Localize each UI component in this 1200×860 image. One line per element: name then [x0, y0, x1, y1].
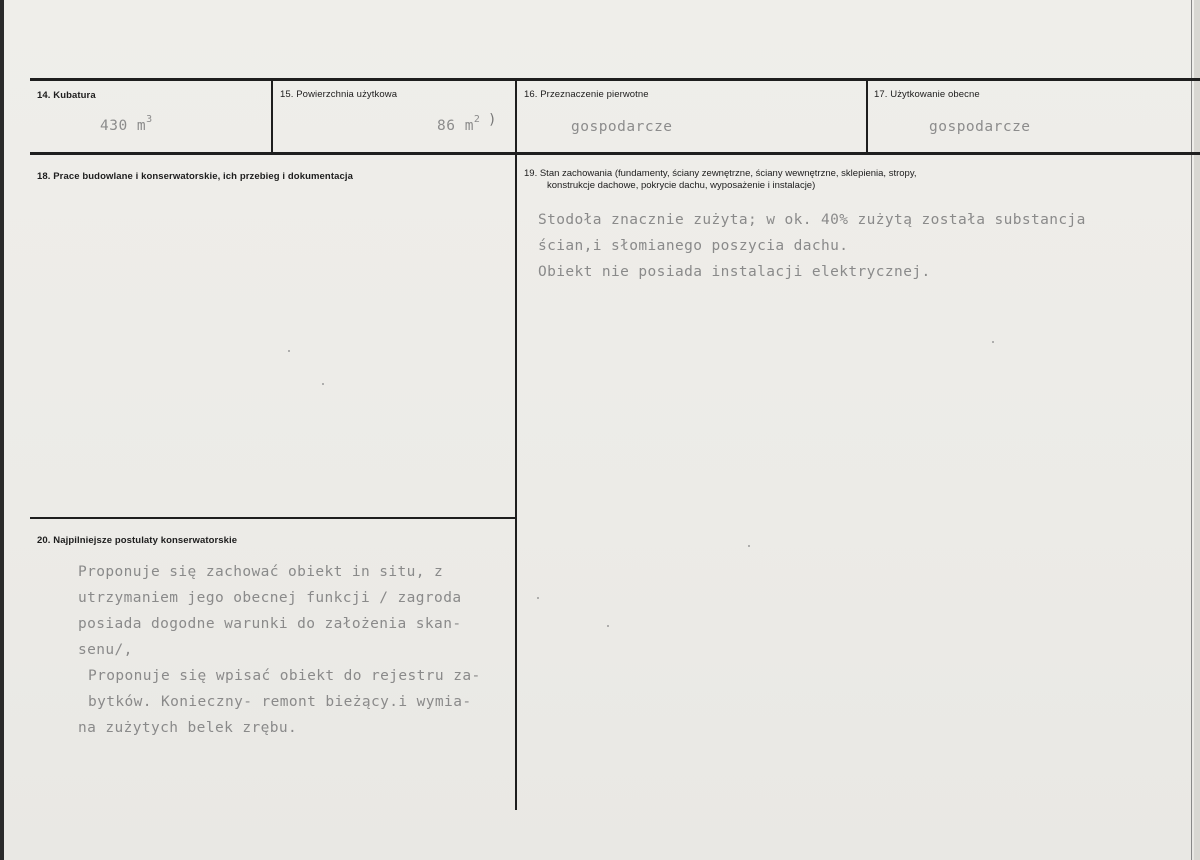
field-19-text [538, 207, 1086, 285]
field-20-text-line: Proponuje się wpisać obiekt do rejestru za- [88, 668, 481, 684]
field-20-text-line: posiada dogodne warunki do założenia skan- [78, 616, 462, 632]
field-20-text-line: na zużytych belek zrębu. [78, 720, 298, 736]
divider-main [515, 78, 517, 810]
field-17-label: 17. Użytkowanie obecne [874, 89, 980, 100]
top-rule [30, 78, 1200, 81]
field-14-value: 430 $m^3$ [100, 114, 153, 134]
field-19-label-line: 19. Stan zachowania (fundamenty, ściany zewnętrzne, ściany wewnętrzne, sklepienia, stropy, [524, 168, 917, 179]
paper-speck [992, 341, 994, 343]
field-19-label [524, 168, 917, 192]
middle-rule [30, 152, 1200, 155]
field-14-label: 14. Kubatura [37, 90, 96, 101]
field-15-label: 15. Powierzchnia użytkowa [280, 89, 398, 100]
field-16-value: gospodarcze [571, 119, 673, 135]
field-19-text-line: Stodoła znacznie zużyta; w ok. 40% zużytą została substancja [538, 212, 1086, 228]
field-20-text-line: Proponuje się zachować obiekt in situ, z [78, 564, 444, 580]
paper-speck [288, 350, 290, 352]
field-19-label-line: konstrukcje dachowe, pokrycie dachu, wyposażenie i instalacje) [547, 180, 816, 191]
field-20-label: 20. Najpilniejsze postulaty konserwatorskie [37, 535, 238, 546]
paper-speck [748, 545, 750, 547]
field-20-text-line: senu/, [78, 642, 133, 658]
field-15-value: 86 $m^2$ [437, 114, 481, 134]
divider-14-15 [271, 78, 273, 154]
field-16-label: 16. Przeznaczenie pierwotne [524, 89, 649, 100]
paper-speck [607, 625, 609, 627]
card-right-edge-line [1191, 0, 1192, 860]
field-20-text-line: bytków. Konieczny- remont bieżący.i wymia- [88, 694, 472, 710]
field-15-bracket-mark: ) [488, 112, 497, 128]
paper-speck [537, 597, 539, 599]
field-18-label: 18. Prace budowlane i konserwatorskie, ich przebieg i dokumentacja [37, 171, 353, 182]
section-20-rule [30, 517, 515, 519]
paper-speck [322, 383, 324, 385]
card-right-edge [1194, 0, 1200, 860]
field-17-value: gospodarcze [929, 119, 1031, 135]
card-left-edge [0, 0, 4, 860]
field-20-text-line: utrzymaniem jego obecnej funkcji / zagroda [78, 590, 462, 606]
field-20-text [78, 559, 481, 741]
field-19-text-line: Obiekt nie posiada instalacji elektrycznej. [538, 264, 931, 280]
divider-16-17 [866, 78, 868, 154]
field-19-text-line: ścian,i słomianego poszycia dachu. [538, 238, 849, 254]
